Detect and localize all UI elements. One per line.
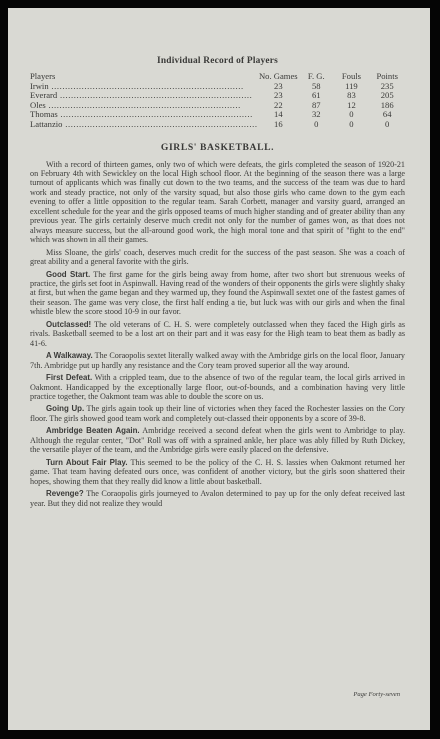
paragraph bbox=[30, 489, 405, 508]
paragraph bbox=[30, 373, 405, 401]
table-title: Individual Record of Players bbox=[157, 56, 278, 66]
header-points: Points bbox=[376, 71, 398, 81]
player-name: Lattanzio ..... bbox=[30, 120, 258, 130]
paragraph-text: The girls again took up their line of victories when they faced the Rochester lassies on the Cory floor. The girls showed good team work and completely out-classed their opponents by a score of 39-8. bbox=[30, 404, 405, 423]
paragraph-text: The old veterans of C. H. S. were completely outclassed when they faced the High girls as rivals. Basketball seemed to be a lost art on their part and it was easy for the High team to beat them as badly as 41-6. bbox=[30, 319, 405, 348]
player-name: Thomas ..... bbox=[30, 110, 258, 120]
player-field-goals: 58 bbox=[311, 80, 321, 91]
player-fouls: 0 bbox=[349, 118, 354, 129]
paragraph-text: Ambridge received a second defeat when the girls went to Ambridge to play. Although the regular center, "Dot" Roll was off with a sprained ankle, her place was ably filled by Ruth Dickey, the versatile player of the team, and the Ambridge girls were easily placed on the defensive. bbox=[30, 426, 405, 455]
player-record-table bbox=[30, 72, 405, 130]
paragraph-text: With a record of thirteen games, only two of which were defeats, the girls completed the season of 1920-21 on February 4th with Sewickley on the local High school floor. At the beginning of the season there was a large turnout of applicants which was finally cut down to the two teams, and the success of the team was due to hard work and steady practice, not only of the varsity squad, but also those girls who came down to the gym each evening to offer a little opposition to the regular team. Sarah Corbett, manager and varsity guard, arranged an excellent schedule for the year and the girls opposed teams of much higher standing and of greater ability than any previous year. The girls certainly deserve much credit not only for the number of games won, as that does not always measure success, but the all-around good work, the high moral tone and that spirit of "fight to the end" which was shown in all their games. bbox=[30, 159, 405, 245]
header-players: Players bbox=[30, 71, 56, 81]
paragraph bbox=[30, 426, 405, 454]
header-games: No. Games bbox=[258, 71, 298, 81]
player-points: 186 bbox=[380, 99, 394, 110]
paragraph bbox=[30, 248, 405, 267]
page-number: Page Forty-seven bbox=[353, 691, 400, 698]
player-fouls: 0 bbox=[349, 109, 354, 120]
article-body bbox=[30, 160, 405, 508]
player-games: 23 bbox=[274, 90, 283, 101]
paragraph-text: With a crippled team, due to the absence of two of the regular team, the local girls arrived in Oakmont. Handicapped by the exceptionally large floor, out-of-bounds, and a combination having very little practice together, the Oakmont team was able to double the score on us. bbox=[30, 373, 405, 401]
paragraph bbox=[30, 458, 405, 486]
document-page bbox=[8, 8, 430, 730]
player-name: Irwin ..... bbox=[30, 82, 258, 92]
paragraph-lead: First Defeat. bbox=[46, 373, 93, 383]
paragraph bbox=[30, 160, 405, 245]
paragraph bbox=[30, 320, 405, 348]
paragraph-lead: Ambridge Beaten Again. bbox=[46, 426, 140, 436]
player-name: Oles ..... bbox=[30, 101, 258, 111]
paragraph-lead: Turn About Fair Play. bbox=[46, 457, 128, 467]
player-field-goals: 61 bbox=[311, 90, 321, 101]
paragraph bbox=[30, 270, 405, 317]
player-games: 14 bbox=[274, 109, 283, 120]
player-games: 22 bbox=[274, 99, 283, 110]
paragraph bbox=[30, 404, 405, 423]
paragraph-lead: Going Up. bbox=[46, 404, 85, 414]
paragraph-lead: Outclassed! bbox=[46, 319, 92, 329]
player-field-goals: 87 bbox=[311, 99, 321, 110]
header-field-goals: F. G. bbox=[307, 71, 325, 81]
paragraph-lead: A Walkaway. bbox=[46, 351, 93, 361]
player-name: Everard ..... bbox=[30, 91, 258, 101]
paragraph-text: This seemed to be the policy of the C. H. S. lassies when Oakmont returned her game. That team having defeated ours once, was confident of another victory, but the girls soon shattered their hopes, showing them that they really did know a little about basketball. bbox=[30, 457, 405, 486]
player-fouls: 119 bbox=[345, 80, 358, 91]
player-field-goals: 32 bbox=[311, 109, 321, 120]
player-fouls: 12 bbox=[347, 99, 356, 110]
paragraph bbox=[30, 351, 405, 370]
player-games: 23 bbox=[274, 80, 283, 91]
player-points: 235 bbox=[380, 80, 394, 91]
player-points: 64 bbox=[382, 109, 392, 120]
table-row bbox=[30, 120, 405, 130]
player-fouls: 83 bbox=[347, 90, 356, 101]
header-fouls: Fouls bbox=[341, 71, 361, 81]
player-field-goals: 0 bbox=[314, 118, 319, 129]
paragraph-text: The Coraopolis girls journeyed to Avalon determined to pay up for the only defeat received last year. But they did not realize they would bbox=[30, 489, 405, 508]
paragraph-text: The first game for the girls being away from home, after two short but strenuous weeks of practice, the girls set foot in Aspinwall. Having read of the wonders of their opponents the girls were slightly shaky at first, but when the game began and they warmed up, they found the Aspinwall sextet one of the fastest games of their season. The game was very close, the first half ending a tie, but luck was with our girls and when the final whistle blew the score stood 10-9 in our favor. bbox=[30, 269, 405, 317]
paragraph-text: Miss Sloane, the girls' coach, deserves much credit for the success of the past season. She was a coach of great ability and a general favorite with the girls. bbox=[30, 247, 405, 267]
player-games: 16 bbox=[274, 118, 283, 129]
paragraph-lead: Revenge? bbox=[46, 489, 84, 499]
section-title: GIRLS' BASKETBALL. bbox=[160, 141, 275, 153]
player-points: 0 bbox=[385, 118, 390, 129]
player-points: 205 bbox=[380, 90, 394, 101]
paragraph-text: The Coraopolis sextet literally walked away with the Ambridge girls on the local floor, January 7th. Ambridge put up hardly any resistance and the Cory team proved superior all the way around. bbox=[30, 351, 405, 370]
paragraph-lead: Good Start. bbox=[46, 269, 91, 279]
